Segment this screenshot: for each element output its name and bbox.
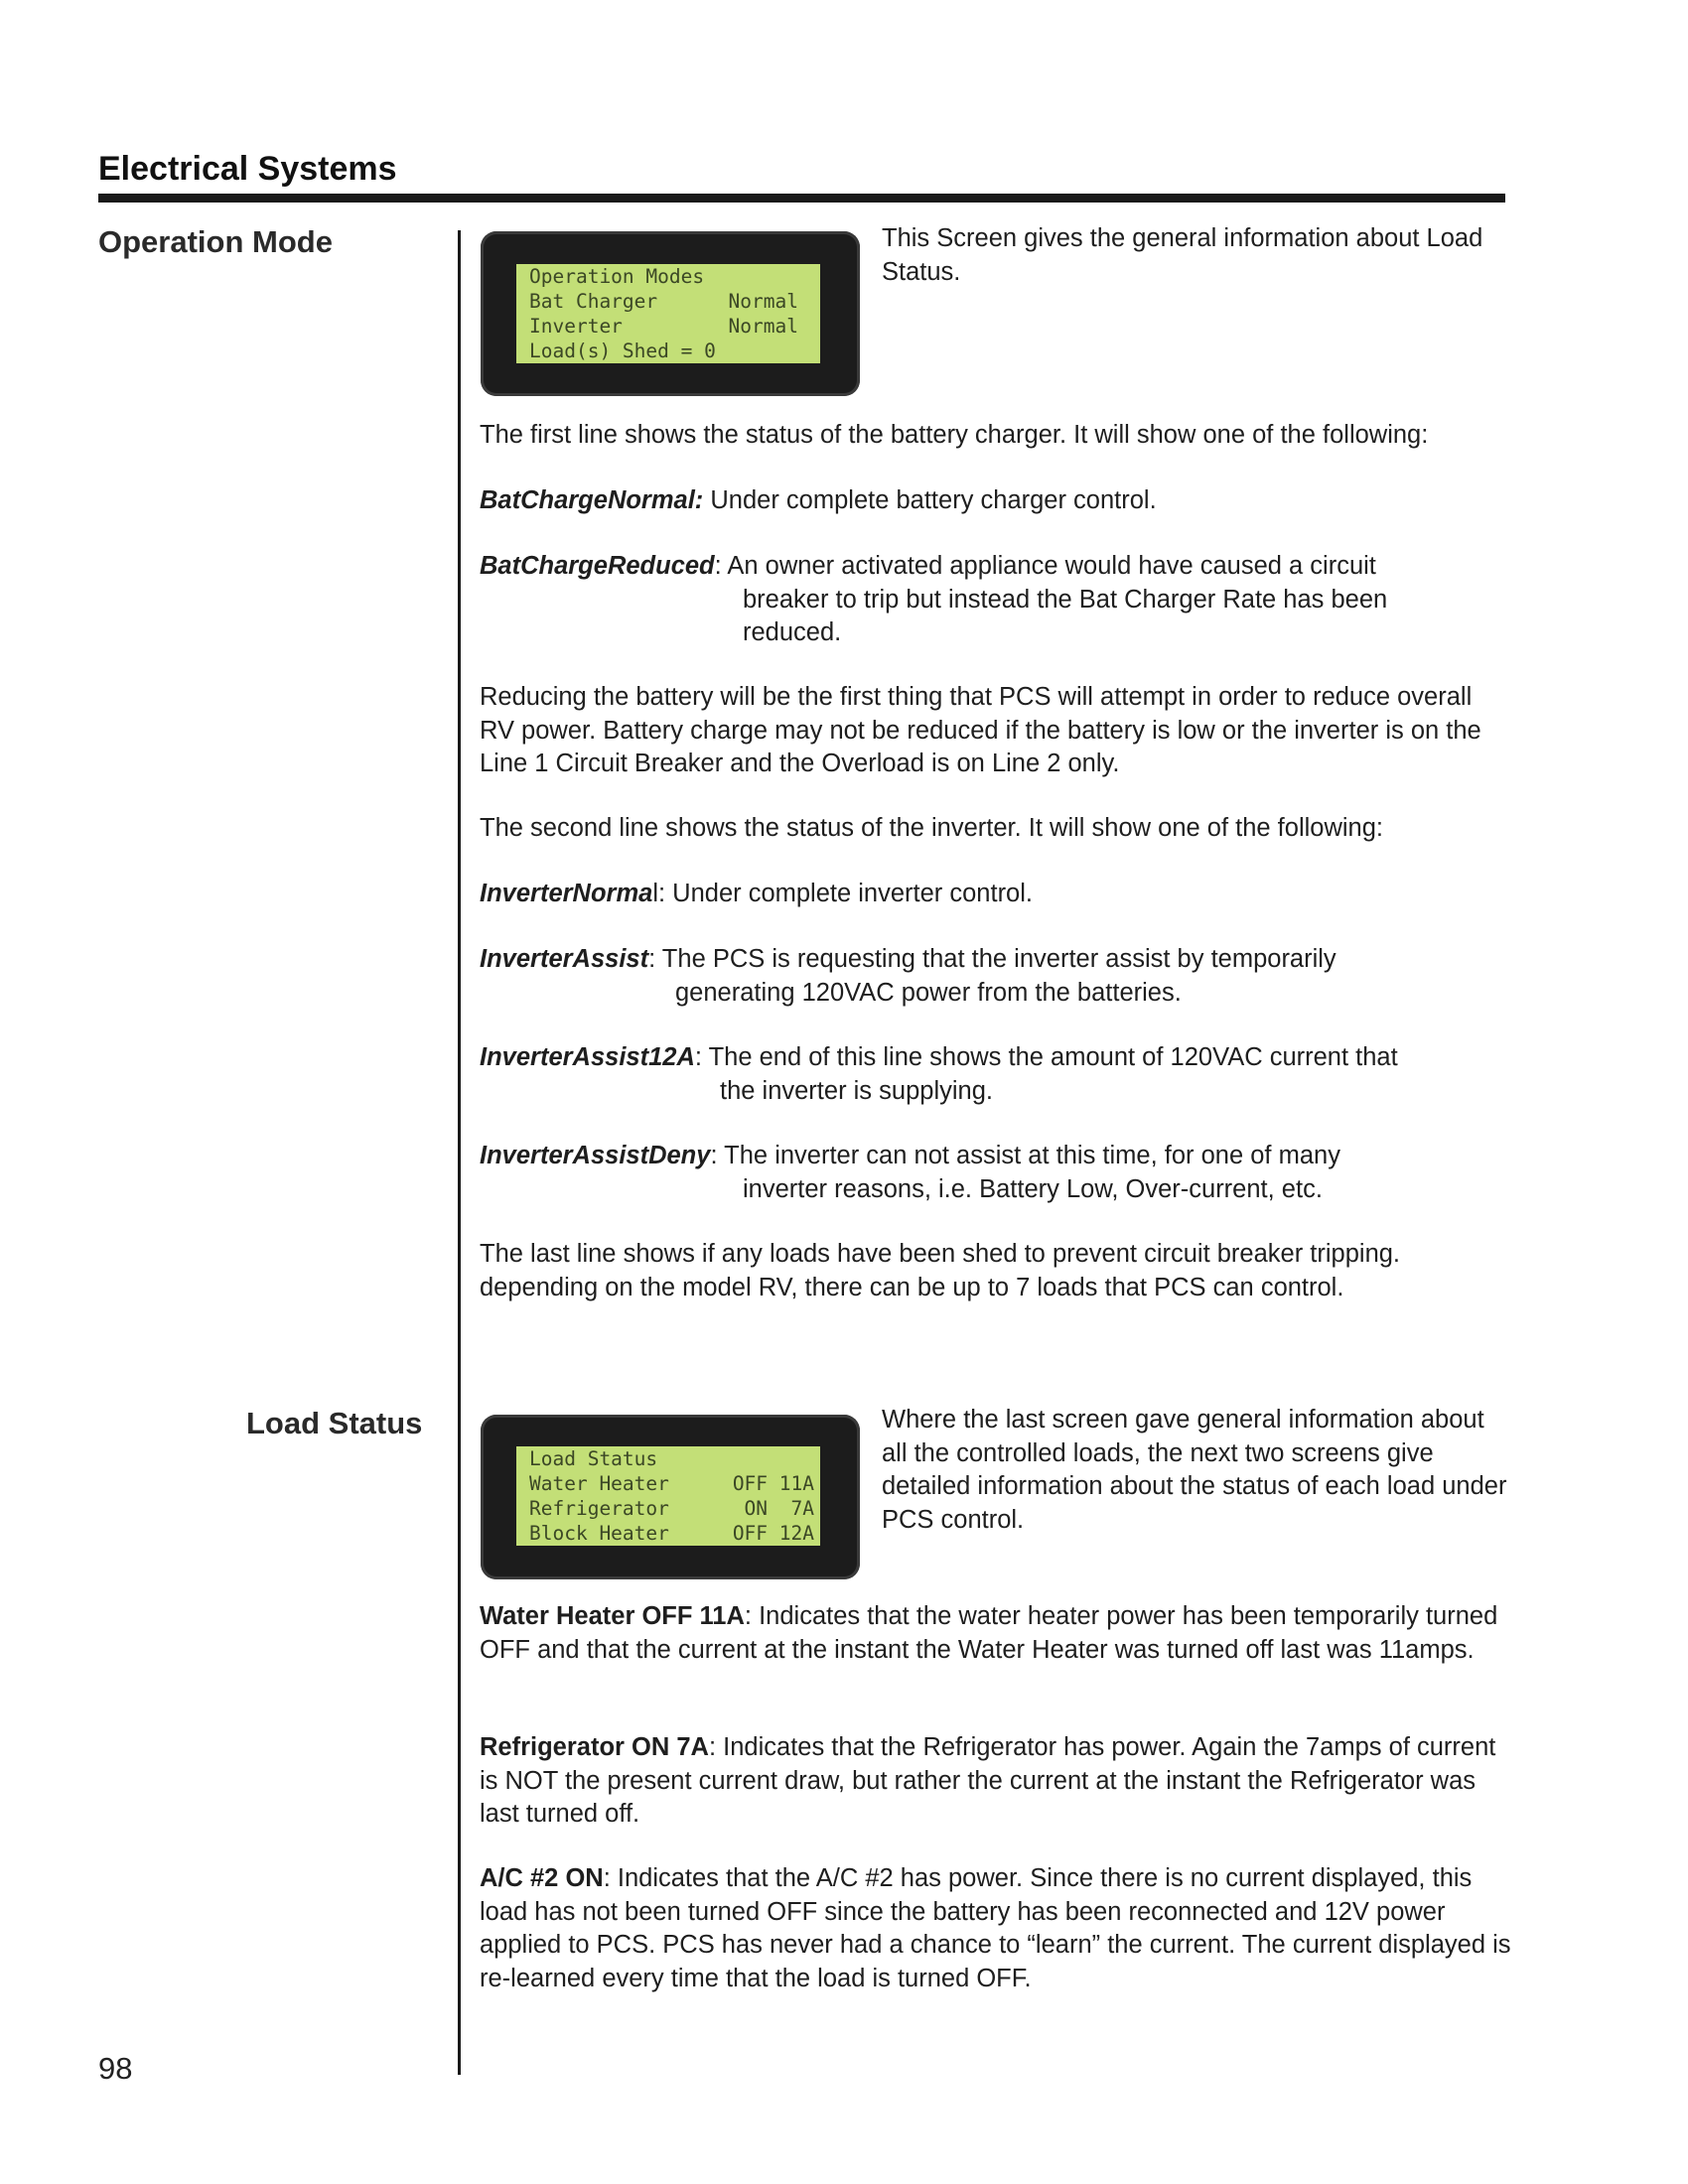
section-title-operation-mode: Operation Mode xyxy=(98,224,333,259)
header-title: Electrical Systems xyxy=(98,150,397,188)
definition-item xyxy=(480,484,1512,518)
lcd-screen xyxy=(516,1446,820,1546)
definition-desc: : Indicates that the water heater power has been temporarily turned OFF and that the current at the instant the Water Heater was turned off last was 11amps. xyxy=(480,1602,1498,1664)
lcd-line: Load(s) Shed = 0 xyxy=(529,340,716,362)
lcd-line: Bat Charger Normal xyxy=(529,290,798,313)
definition-term: Water Heater OFF 11A xyxy=(480,1602,745,1630)
definition-item xyxy=(480,1862,1512,1995)
definition-desc: Under complete battery charger control. xyxy=(703,486,1157,514)
definition-term: InverterNorma xyxy=(480,880,653,907)
definition-item xyxy=(480,1731,1512,1832)
lcd-line: Water Heater OFF 11A xyxy=(529,1472,814,1495)
definition-desc: The PCS is requesting that the inverter assist by temporarily xyxy=(655,945,1336,973)
definition-item: InverterNormal: Under complete inverter control. xyxy=(480,880,1033,907)
definition-continuation: generating 120VAC power from the batteries. xyxy=(675,978,1182,1007)
paragraph: The second line shows the status of the inverter. It will show one of the following: xyxy=(480,814,1383,842)
definition-desc: Under complete inverter control. xyxy=(665,880,1033,907)
definition-desc: The end of this line shows the amount of 120VAC current that xyxy=(701,1043,1398,1071)
page-header xyxy=(98,150,1504,189)
lcd-line: Load Status xyxy=(529,1447,658,1470)
definition-continuation: inverter reasons, i.e. Battery Low, Over-current, etc. xyxy=(743,1174,1323,1203)
definition-desc: The inverter can not assist at this time, for one of many xyxy=(717,1142,1340,1169)
definition-desc: An owner activated appliance would have caused a circuit xyxy=(721,552,1376,580)
lcd-line: Refrigerator ON 7A xyxy=(529,1497,814,1520)
definition-item: InverterAssist: The PCS is requesting that the inverter assist by temporarily generating 120VAC power from the batteries. xyxy=(480,943,1512,1010)
lcd-display-operation-modes xyxy=(481,231,860,396)
page-number: 98 xyxy=(98,2051,133,2086)
header-rule xyxy=(98,194,1505,203)
definition-term: Refrigerator ON 7A xyxy=(480,1733,709,1761)
definition-continuation: the inverter is supplying. xyxy=(720,1076,993,1105)
definition-item xyxy=(480,1600,1512,1667)
lcd-line: Operation Modes xyxy=(529,265,705,288)
column-divider xyxy=(458,230,461,2075)
definition-item: InverterAssistDeny: The inverter can not assist at this time, for one of many inverter reasons, i.e. Battery Low, Over-current, etc. xyxy=(480,1140,1512,1206)
definition-term: A/C #2 ON xyxy=(480,1864,604,1892)
lcd-line: Block Heater OFF 12A xyxy=(529,1522,814,1545)
operation-mode-intro: This Screen gives the general information about Load Status. xyxy=(882,224,1483,286)
paragraph: Reducing the battery will be the first thing that PCS will attempt in order to reduce overall RV power. Battery charge may not be reduced if the battery is low or the inverter is on the Line 1 Circuit Breaker and the Overload is on Line 2 only. xyxy=(480,683,1481,777)
definition-item: InverterAssist12A: The end of this line shows the amount of 120VAC current that the inverter is supplying. xyxy=(480,1041,1512,1108)
lcd-line: Inverter Normal xyxy=(529,315,798,338)
lcd-display-load-status xyxy=(481,1415,860,1579)
definition-term: BatChargeReduced xyxy=(480,552,715,580)
definition-term: InverterAssist xyxy=(480,945,649,973)
definition-continuation: breaker to trip but instead the Bat Charger Rate has been reduced. xyxy=(743,585,1388,646)
load-status-intro: Where the last screen gave general information about all the controlled loads, the next two screens give detailed information about the status of each load under PCS control. xyxy=(882,1406,1507,1534)
definition-term: InverterAssistDeny xyxy=(480,1142,711,1169)
paragraph: The first line shows the status of the battery charger. It will show one of the following: xyxy=(480,421,1429,449)
section-title-load-status: Load Status xyxy=(246,1406,423,1440)
definition-term: InverterAssist12A xyxy=(480,1043,695,1071)
definition-term: BatChargeNormal: xyxy=(480,486,704,514)
definition-desc: : Indicates that the Refrigerator has power. Again the 7amps of current is NOT the present current draw, but rather the current at the instant the Refrigerator was last turned off. xyxy=(480,1733,1496,1828)
lcd-screen xyxy=(516,264,820,363)
definition-item: BatChargeReduced: An owner activated appliance would have caused a circuit breaker to trip but instead the Bat Charger Rate has been reduced. xyxy=(480,550,1512,650)
definition-desc: : Indicates that the A/C #2 has power. Since there is no current displayed, this load has not been turned OFF since the battery has been reconnected and 12V power applied to PCS. PCS has never had a chance to “learn” the current. The current displayed is re-learned every time that the load is turned OFF. xyxy=(480,1864,1511,1992)
paragraph: The last line shows if any loads have been shed to prevent circuit breaker tripping. depending on the model RV, there can be up to 7 loads that PCS can control. xyxy=(480,1240,1401,1301)
